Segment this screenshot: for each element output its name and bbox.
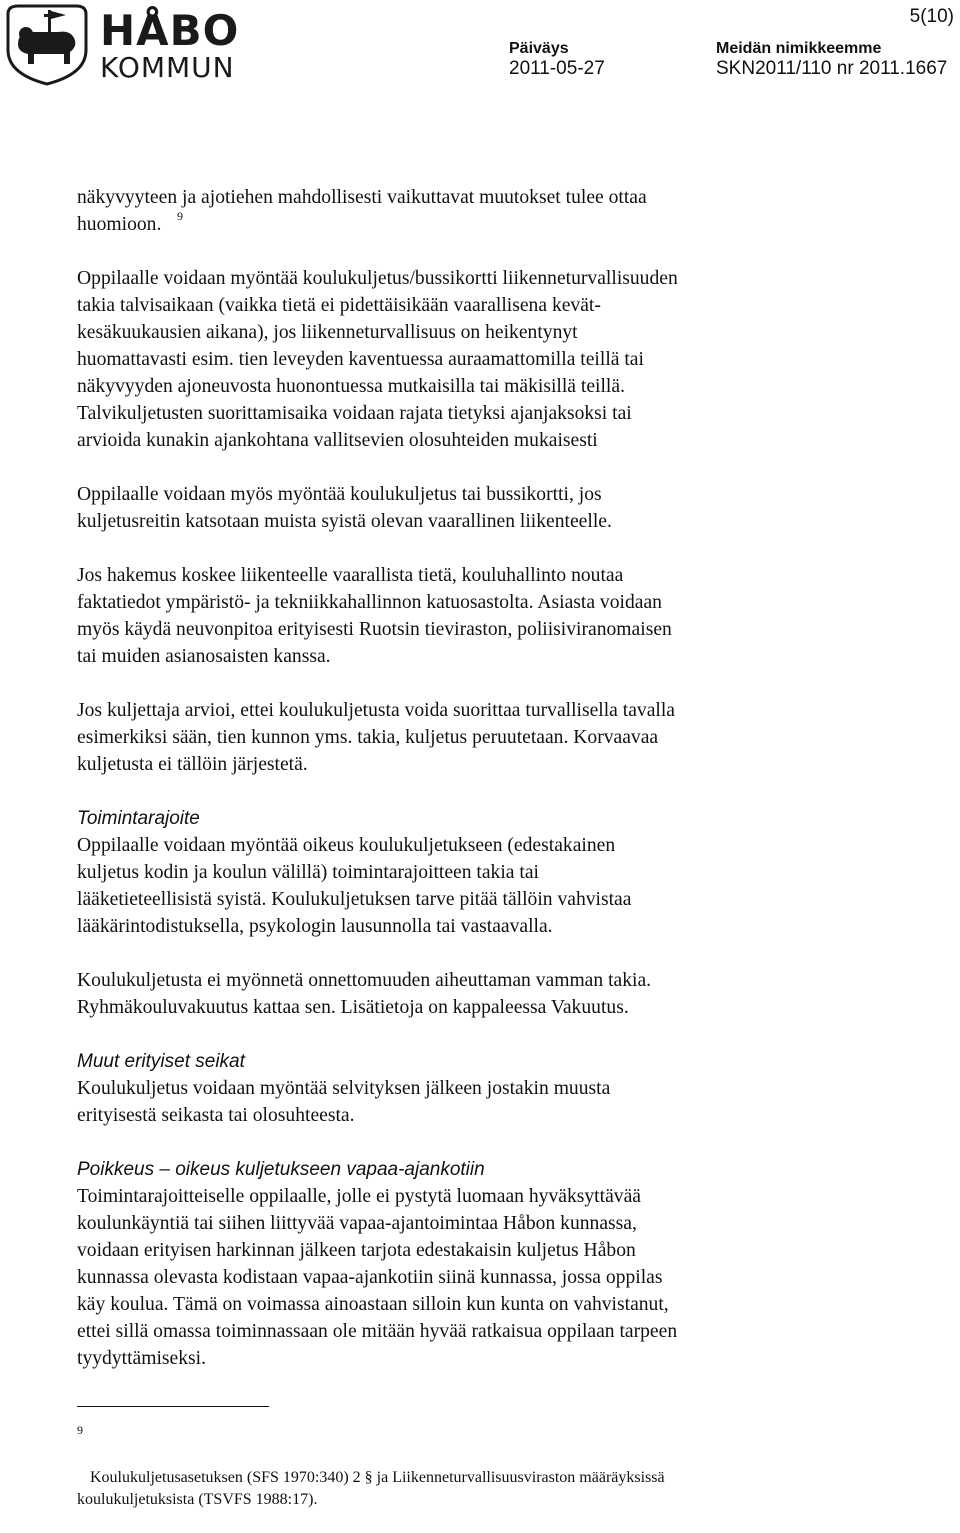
paragraph: näkyvyyteen ja ajotiehen mahdollisesti vaikuttavat muutokset tulee ottaa huomioon. xyxy=(77,187,647,235)
paragraph: Koulukuljetusta ei myönnetä onnettomuuden aiheuttaman vamman takia. Ryhmäkouluvakuutus kattaa sen. Lisätietoja on kappaleessa Vakuutus. xyxy=(77,970,652,1018)
paragraph: Oppilaalle voidaan myös myöntää koulukuljetus tai bussikortti, jos kuljetusreitin katsotaan muista syistä olevan vaarallinen liikenteelle. xyxy=(77,484,612,532)
logo-wordmark: HÅBO xyxy=(100,6,240,55)
reference-block xyxy=(716,40,947,80)
date-value: 2011-05-27 xyxy=(509,58,605,79)
paragraph: Koulukuljetus voidaan myöntää selvityksen jälkeen jostakin muusta erityisestä seikasta tai olosuhteesta. xyxy=(77,1078,611,1126)
page-number: 5(10) xyxy=(909,6,954,27)
paragraph: Jos kuljettaja arvioi, ettei koulukuljetusta voida suorittaa turvallisella tavalla esimerkiksi sään, tien kunnon yms. takia, kuljetus peruutetaan. Korvaavaa kuljetusta ei tällöin järjestetä. xyxy=(77,700,675,775)
municipality-logo xyxy=(4,4,240,86)
footnote-text: Koulukuljetusasetuksen (SFS 1970:340) 2 § ja Liikenneturvallisuusviraston määräyksissä koulukuljetuksista (TSVFS 1988:17). xyxy=(77,1469,665,1508)
logo-subtitle: KOMMUN xyxy=(100,51,235,84)
section-heading: Toimintarajoite xyxy=(77,808,200,829)
reference-label: Meidän nimikkeemme xyxy=(716,40,882,57)
lamb-emblem-icon xyxy=(4,4,90,86)
footnote-divider xyxy=(77,1406,269,1407)
date-label: Päiväys xyxy=(509,40,569,57)
footnote xyxy=(77,1423,937,1533)
reference-value: SKN2011/110 nr 2011.1667 xyxy=(716,58,948,79)
footnote-number: 9 xyxy=(77,1423,83,1437)
date-block xyxy=(509,40,605,80)
paragraph: Oppilaalle voidaan myöntää oikeus koulukuljetukseen (edestakainen kuljetus kodin ja koulun välillä) toimintarajoitteen takia tai lääketieteellisistä syistä. Koulukuljetuksen tarve pitää tällöin vahvistaa lääkärintodistuksella, psykologin lausunnolla tai vastaavalla. xyxy=(77,835,632,937)
paragraph: Oppilaalle voidaan myöntää koulukuljetus/bussikortti liikenneturvallisuuden takia talvisaikaan (vaikka tietä ei pidettäisikään vaarallisena kevät- kesäkuukausien aikana), jos liikenneturvallisuus on heikentynyt huomattavasti esim. tien leveyden kaventuessa auraamattomilla teillä tai näkyvyyden ajoneuvosta huonontuessa mutkaisilla tai mäkisillä teillä. Talvikuljetusten suorittamisaika voidaan rajata tietyksi ajanjaksoksi tai arvioida kunakin ajankohtana vallitsevien olosuhteiden mukaisesti xyxy=(77,268,678,451)
section-heading: Muut erityiset seikat xyxy=(77,1051,245,1072)
section-heading: Poikkeus – oikeus kuljetukseen vapaa-ajankotiin xyxy=(77,1159,485,1180)
footnote-reference: 9 xyxy=(177,209,183,223)
paragraph: Toimintarajoitteiselle oppilaalle, jolle ei pystytä luomaan hyväksyttävää koulunkäyntiä tai siihen liittyvää vapaa-ajantoimintaa Håbon kunnassa, voidaan erityisen harkinnan jälkeen tarjota edestakaisin kuljetus Håbon kunnassa olevasta kodistaan vapaa-ajankotiin siinä kunnassa, jossa oppilas käy koulua. Tämä on voimassa ainoastaan silloin kun kunta on vahvistanut, ettei sillä omassa toiminnassaan ole mitään hyvää ratkaisua oppilaan tarpeen tyydyttämiseksi. xyxy=(77,1186,678,1369)
document-body xyxy=(77,184,937,1372)
paragraph: Jos hakemus koskee liikenteelle vaarallista tietä, kouluhallinto noutaa faktatiedot ympäristö- ja tekniikkahallinnon katuosastolta. Asiasta voidaan myös käydä neuvonpitoa erityisesti Ruotsin tieviraston, poliisiviranomaisen tai muiden asianosaisten kanssa. xyxy=(77,565,672,667)
